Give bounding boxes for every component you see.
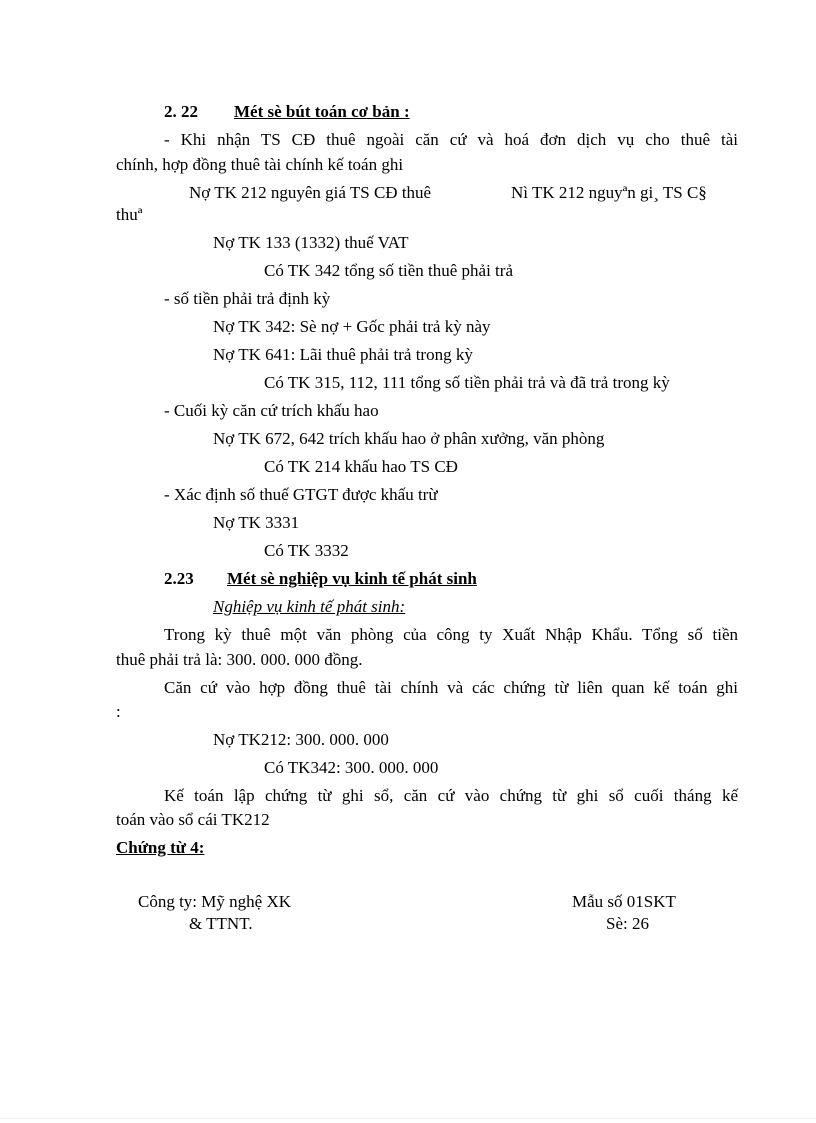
para-basis-line1: Căn cứ vào hợp đồng thuê tài chính và các chứng từ liên quan kế toán ghi xyxy=(164,678,738,697)
entry-debit-672: Nợ TK 672, 642 trích khấu hao ở phân xưởng, văn phòng xyxy=(213,429,605,448)
vat-heading: - Xác định số thuế GTGT được khấu trừ xyxy=(164,485,438,504)
page-bottom-edge xyxy=(0,1118,816,1119)
voucher-company-line2: & TTNT. xyxy=(189,914,253,933)
entry-debit-133: Nợ TK 133 (1332) thuế VAT xyxy=(213,233,409,252)
section-2-22-title: Mét sè bút toán cơ bản : xyxy=(234,102,410,121)
section-2-23-number: 2.23 xyxy=(164,569,194,588)
entry-credit-342: Có TK 342 tổng số tiền thuê phải trả xyxy=(264,261,513,280)
entry-debit-212-legacy-cont: thuª xyxy=(116,205,143,224)
para-ledger-line2: toán vào sổ cái TK212 xyxy=(116,810,270,829)
depreciation-heading: - Cuối kỳ căn cứ trích khấu hao xyxy=(164,401,379,420)
voucher-title: Chứng từ 4: xyxy=(116,838,205,857)
entry-debit-641: Nợ TK 641: Lãi thuê phải trả trong kỳ xyxy=(213,345,473,364)
entry-credit-3332: Có TK 3332 xyxy=(264,541,349,560)
entry-credit-315: Có TK 315, 112, 111 tổng số tiền phải trả và đã trả trong kỳ xyxy=(264,373,670,392)
para-ledger-line1: Kế toán lập chứng từ ghi sổ, căn cứ vào chứng từ ghi sổ cuối tháng kế xyxy=(164,786,738,805)
section-2-23-title: Mét sè nghiệp vụ kinh tế phát sinh xyxy=(227,569,477,588)
para-lease-intro-line2: chính, hợp đồng thuê tài chính kế toán ghi xyxy=(116,155,404,174)
para-rent-line1: Trong kỳ thuê một văn phòng của công ty Xuất Nhập Khẩu. Tổng số tiền xyxy=(164,625,738,644)
entry-debit-tk212: Nợ TK212: 300. 000. 000 xyxy=(213,730,389,749)
section-2-23-subtitle: Nghiệp vụ kinh tế phát sinh: xyxy=(213,597,406,616)
voucher-form-number: Mẫu số 01SKT xyxy=(572,892,676,911)
voucher-serial: Sè: 26 xyxy=(606,914,649,933)
section-2-22-number: 2. 22 xyxy=(164,102,198,121)
entry-debit-212-legacy-encoding: Nì TK 212 nguyªn gi¸ TS C§ xyxy=(511,183,707,202)
voucher-company-line1: Công ty: Mỹ nghệ XK xyxy=(138,892,291,911)
periodic-payment-heading: - số tiền phải trả định kỳ xyxy=(164,289,331,308)
para-lease-intro-line1: - Khi nhận TS CĐ thuê ngoài căn cứ và hoá đơn dịch vụ cho thuê tài xyxy=(164,130,738,149)
entry-credit-tk342: Có TK342: 300. 000. 000 xyxy=(264,758,439,777)
para-rent-line2: thuê phải trả là: 300. 000. 000 đồng. xyxy=(116,650,363,669)
entry-debit-3331: Nợ TK 3331 xyxy=(213,513,300,532)
entry-credit-214: Có TK 214 khấu hao TS CĐ xyxy=(264,457,458,476)
entry-debit-212: Nợ TK 212 nguyên giá TS CĐ thuê xyxy=(189,183,432,202)
entry-debit-342: Nợ TK 342: Sè nợ + Gốc phải trả kỳ này xyxy=(213,317,491,336)
para-basis-line2: : xyxy=(116,702,121,721)
